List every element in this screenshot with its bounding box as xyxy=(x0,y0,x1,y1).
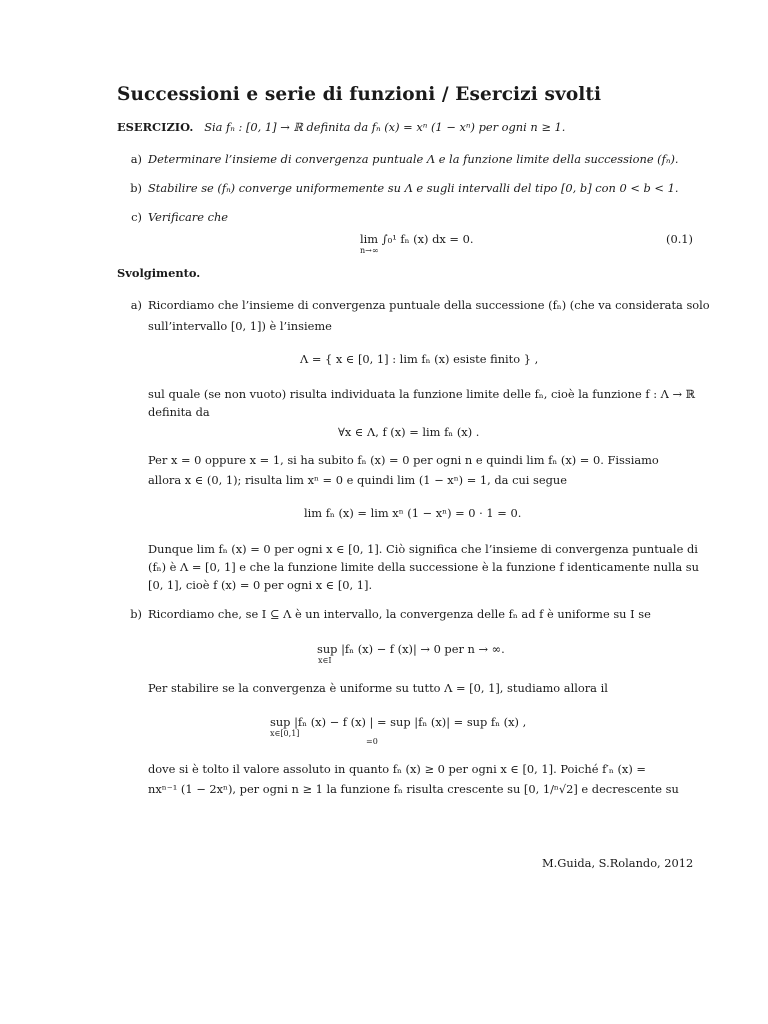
solution-b-line4: nxⁿ⁻¹ (1 − 2xⁿ), per ogni n ≥ 1 la funzione fₙ risulta crescente su [0, 1/ⁿ√2] e decrescente su xyxy=(148,782,679,796)
solution-b-eq2-sub: x∈[0,1] xyxy=(270,729,300,738)
solution-b-line2: Per stabilire se la convergenza è uniforme su tutto Λ = [0, 1], studiamo allora il xyxy=(148,681,608,695)
solution-b-line1: Ricordiamo che, se I ⊆ Λ è un intervallo, la convergenza delle fₙ ad f è uniforme su I se xyxy=(148,607,651,621)
solution-a-line9: [0, 1], cioè f (x) = 0 per ogni x ∈ [0, 1]. xyxy=(148,578,373,592)
equation-0-1: lim ∫₀¹ fₙ (x) dx = 0. xyxy=(360,232,474,246)
solution-a-line5: Per x = 0 oppure x = 1, si ha subito fₙ (x) = 0 per ogni n e quindi lim fₙ (x) = 0. Fissiamo xyxy=(148,453,659,467)
equation-0-1-sub: n→∞ xyxy=(360,246,379,255)
solution-a-line6: allora x ∈ (0, 1); risulta lim xⁿ = 0 e quindi lim (1 − xⁿ) = 1, da cui segue xyxy=(148,473,568,487)
solution-a-line2: sull’intervallo [0, 1]) è l’insieme xyxy=(148,319,332,333)
solution-a-line3: sul quale (se non vuoto) risulta individuata la funzione limite delle fₙ, cioè la funzione f : Λ → ℝ xyxy=(148,387,696,401)
solution-b-eq2-brace: =0 xyxy=(366,737,378,746)
item-c-text: Verificare che xyxy=(148,210,229,224)
solution-a-eq3: lim fₙ (x) = lim xⁿ (1 − xⁿ) = 0 · 1 = 0. xyxy=(304,506,522,520)
item-a-text: Determinare l’insieme di convergenza puntuale Λ e la funzione limite della successione (fₙ). xyxy=(148,152,679,166)
solution-b-line3: dove si è tolto il valore assoluto in quanto fₙ (x) ≥ 0 per ogni x ∈ [0, 1]. Poiché f′ₙ (x) = xyxy=(148,762,646,776)
exercise-text: Sia fₙ : [0, 1] → ℝ definita da fₙ (x) = xⁿ (1 − xⁿ) per ogni n ≥ 1. xyxy=(204,120,566,134)
solution-b-eq2: sup |fₙ (x) − f (x) | = sup |fₙ (x)| = sup fₙ (x) , xyxy=(270,715,527,729)
solution-label: Svolgimento. xyxy=(117,266,201,280)
solution-a-label: a) xyxy=(130,298,142,312)
solution-a-line4: definita da xyxy=(148,405,210,419)
solution-a-eq2: ∀x ∈ Λ, f (x) = lim fₙ (x) . xyxy=(338,425,480,439)
solution-b-eq1-sub: x∈I xyxy=(318,656,332,665)
solution-a-line1: Ricordiamo che l’insieme di convergenza puntuale della successione (fₙ) (che va considerata solo xyxy=(148,298,710,312)
solution-a-line7: Dunque lim fₙ (x) = 0 per ogni x ∈ [0, 1]. Ciò significa che l’insieme di convergenza puntuale di xyxy=(148,542,698,556)
page-title: Successioni e serie di funzioni / Esercizi svolti xyxy=(117,84,602,105)
item-a-label: a) xyxy=(130,152,142,166)
item-c-label: c) xyxy=(131,210,142,224)
exercise-label: ESERCIZIO. xyxy=(117,120,194,134)
exercise-statement xyxy=(117,120,565,134)
footer-authors: M.Guida, S.Rolando, 2012 xyxy=(542,856,694,870)
solution-a-line8: (fₙ) è Λ = [0, 1] e che la funzione limite della successione è la funzione f identicamente nulla su xyxy=(148,560,699,574)
solution-a-eq1: Λ = { x ∈ [0, 1] : lim fₙ (x) esiste finito } , xyxy=(300,352,539,366)
solution-b-eq1: sup |fₙ (x) − f (x)| → 0 per n → ∞. xyxy=(317,642,505,656)
item-b-text: Stabilire se (fₙ) converge uniformemente su Λ e sugli intervalli del tipo [0, b] con 0 < b < 1. xyxy=(148,181,679,195)
solution-b-label: b) xyxy=(130,607,142,621)
equation-number: (0.1) xyxy=(666,232,694,246)
item-b-label: b) xyxy=(130,181,142,195)
